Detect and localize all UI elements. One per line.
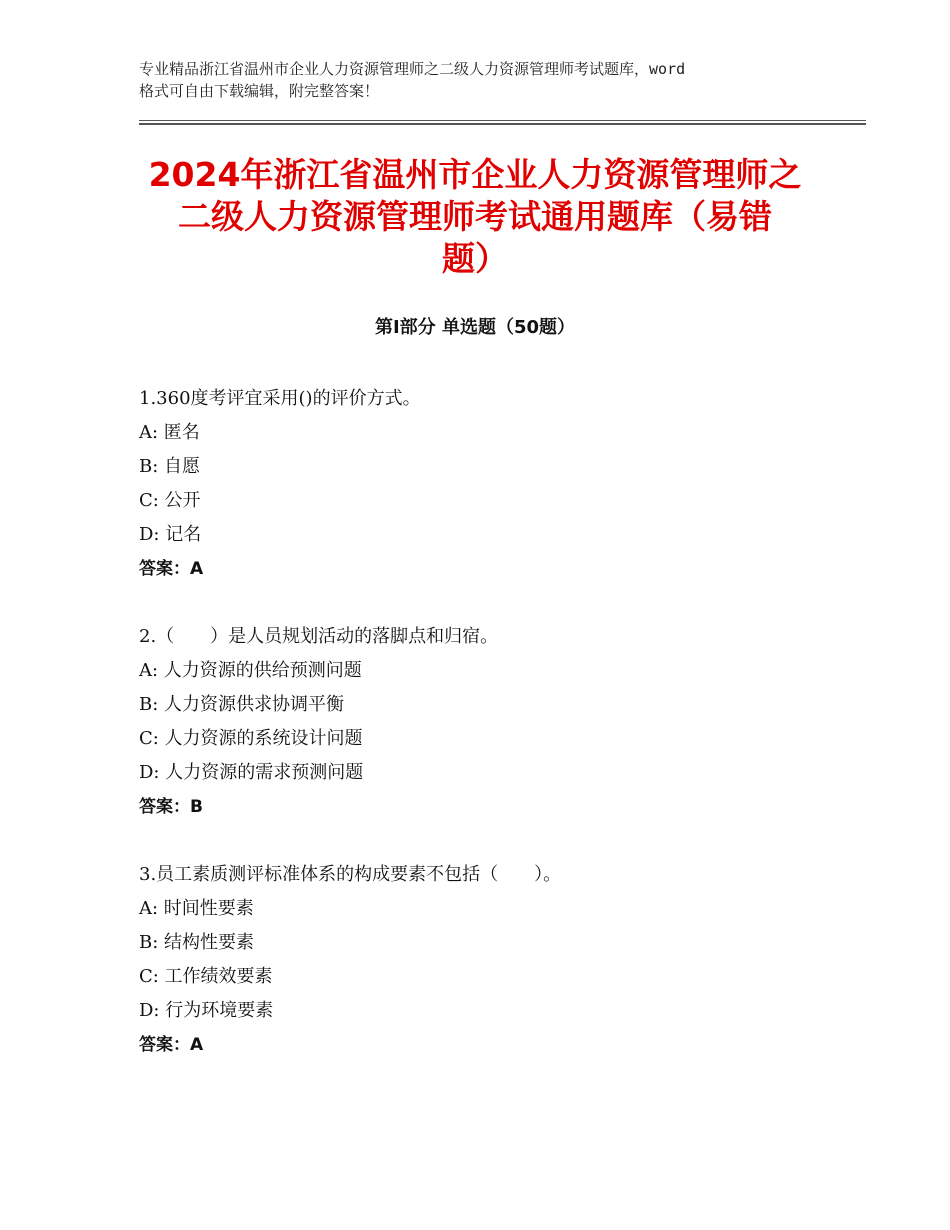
option-b: B: 自愿: [139, 456, 201, 477]
answer-label: 答案：A: [139, 1035, 204, 1055]
notice-line-1: 专业精品浙江省温州市企业人力资源管理师之二级人力资源管理师考试题库，word: [139, 60, 686, 78]
title-line-3: 题）: [442, 239, 508, 278]
option-b: B: 结构性要素: [139, 932, 255, 953]
option-a: A: 匿名: [139, 422, 200, 443]
question-text: 1.360度考评宜采用()的评价方式。: [139, 388, 421, 409]
header-divider-thick: [139, 123, 866, 125]
section-heading: 第Ⅰ部分 单选题（50题）: [374, 317, 575, 338]
option-d: D: 记名: [139, 524, 202, 545]
header-divider-thin: [139, 120, 866, 121]
document-notice: [139, 58, 839, 102]
title-line-1: 2024年浙江省温州市企业人力资源管理师之: [148, 155, 802, 194]
option-c: C: 公开: [139, 490, 201, 511]
question-item: [139, 858, 859, 1062]
question-text: 3.员工素质测评标准体系的构成要素不包括（ ）。: [139, 864, 562, 885]
option-a: A: 人力资源的供给预测问题: [139, 660, 362, 681]
document-title: [100, 154, 850, 280]
option-d: D: 人力资源的需求预测问题: [139, 762, 364, 783]
answer-label: 答案：A: [139, 559, 204, 579]
title-line-2: 二级人力资源管理师考试通用题库（易错: [178, 197, 772, 236]
option-a: A: 时间性要素: [139, 898, 254, 919]
option-c: C: 人力资源的系统设计问题: [139, 728, 363, 749]
question-text: 2.（ ）是人员规划活动的落脚点和归宿。: [139, 626, 499, 647]
question-item: [139, 620, 859, 824]
question-item: [139, 382, 859, 586]
option-b: B: 人力资源供求协调平衡: [139, 694, 345, 715]
question-list: [139, 382, 859, 1096]
option-d: D: 行为环境要素: [139, 1000, 274, 1021]
option-c: C: 工作绩效要素: [139, 966, 273, 987]
answer-label: 答案：B: [139, 797, 203, 817]
notice-line-2: 格式可自由下载编辑，附完整答案！: [139, 82, 380, 100]
